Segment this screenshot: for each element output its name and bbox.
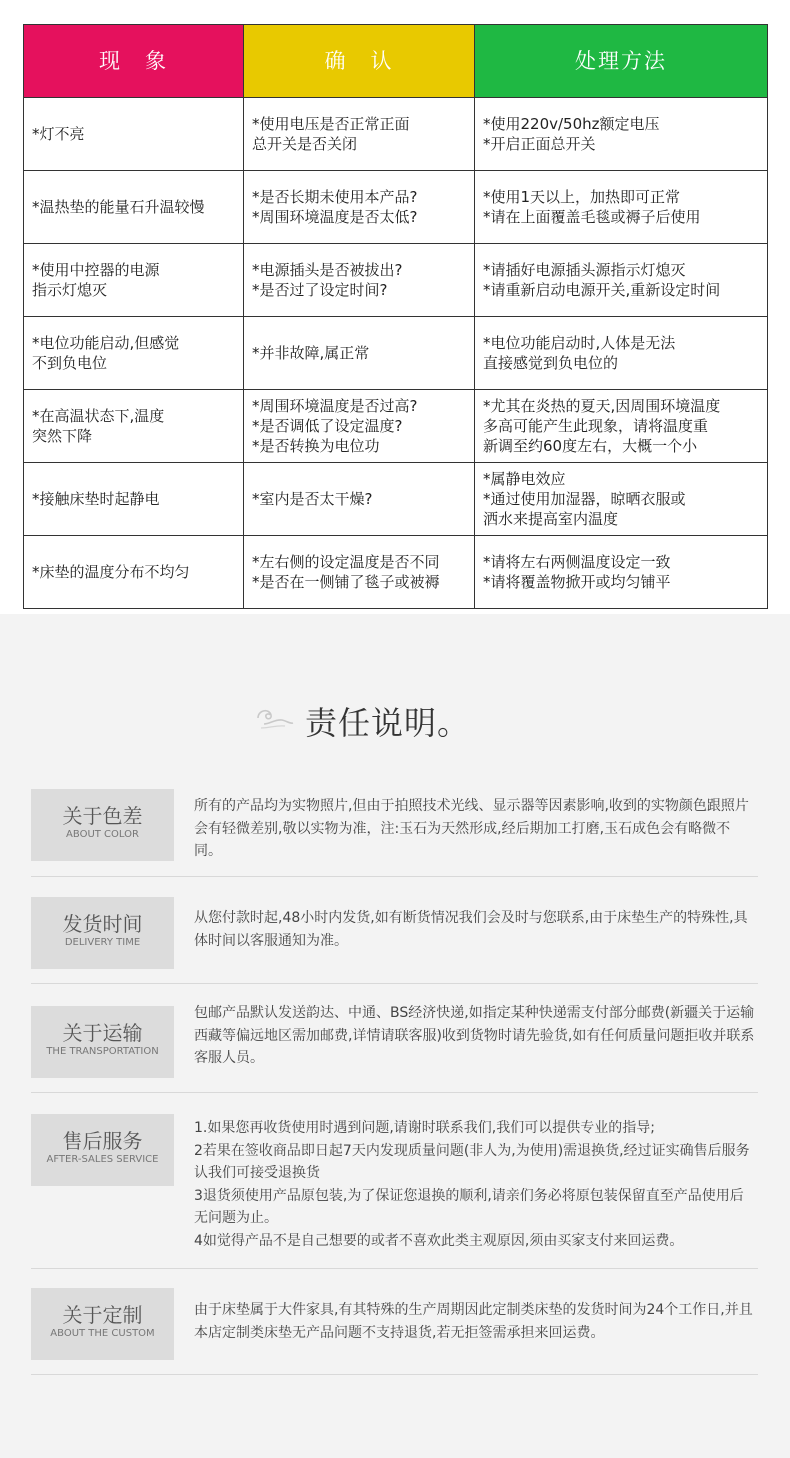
header-confirm: 确 认 (244, 25, 475, 98)
table-row (24, 244, 768, 317)
table-cell: *灯不亮 (24, 98, 244, 171)
paragraph: 从您付款时起,48小时内发货,如有断货情况我们会及时与您联系,由于床垫生产的特殊性,具体时间以客服通知为准。 (194, 910, 748, 949)
section-custom (31, 1288, 758, 1375)
table-row (24, 171, 768, 244)
section-text (194, 1299, 756, 1344)
troubleshooting-area (0, 0, 790, 614)
section-delivery (31, 897, 758, 984)
table-cell: *并非故障,属正常 (244, 317, 475, 390)
table-cell: *电位功能启动,但感觉 不到负电位 (24, 317, 244, 390)
paragraph: 4如觉得产品不是自己想要的或者不喜欢此类主观原因,须由买家支付来回运费。 (194, 1232, 684, 1249)
table-cell: *请插好电源插头源指示灯熄灭 *请重新启动电源开关,重新设定时间 (475, 244, 768, 317)
section-title: 责任说明。 (305, 704, 471, 742)
paragraph: 1.如果您再收货使用时遇到问题,请谢时联系我们,我们可以提供专业的指导; (194, 1120, 655, 1136)
section-text (194, 795, 756, 863)
table-cell: *电位功能启动时,人体是无法 直接感觉到负电位的 (475, 317, 768, 390)
table-cell: *室内是否太干燥? (244, 463, 475, 536)
table-row (24, 463, 768, 536)
table-header-row (24, 25, 768, 98)
label-zh: 关于运输 (62, 1021, 143, 1045)
table-cell: *使用1天以上，加热即可正常 *请在上面覆盖毛毯或褥子后使用 (475, 171, 768, 244)
cloud-ornament-icon (255, 704, 295, 730)
section-text (194, 1117, 756, 1252)
table-cell: *使用中控器的电源 指示灯熄灭 (24, 244, 244, 317)
label-box (31, 1006, 174, 1078)
table-cell: *属静电效应 *通过使用加湿器，晾晒衣服或 洒水来提高室内温度 (475, 463, 768, 536)
table-cell: *接触床垫时起静电 (24, 463, 244, 536)
paragraph: 2若果在签收商品即日起7天内发现质量问题(非人为,为使用)需退换货,经过证实确售后服务认我们可接受退换货 (194, 1142, 750, 1181)
troubleshooting-table (23, 24, 768, 609)
label-zh: 售后服务 (62, 1129, 143, 1153)
responsibility-area (0, 614, 790, 1458)
table-row (24, 317, 768, 390)
table-cell: *左右侧的设定温度是否不同 *是否在一侧铺了毯子或被褥 (244, 536, 475, 609)
table-cell: *请将左右两侧温度设定一致 *请将覆盖物掀开或均匀铺平 (475, 536, 768, 609)
label-en: ABOUT THE CUSTOM (50, 1328, 155, 1339)
table-cell: *温热垫的能量石升温较慢 (24, 171, 244, 244)
table-cell: *电源插头是否被拔出? *是否过了设定时间? (244, 244, 475, 317)
section-after-sales (31, 1114, 758, 1269)
table-row (24, 98, 768, 171)
table-row (24, 390, 768, 463)
label-zh: 关于色差 (62, 804, 143, 828)
table-cell: *是否长期未使用本产品? *周围环境温度是否太低? (244, 171, 475, 244)
table-row (24, 536, 768, 609)
section-text (194, 1002, 756, 1070)
table-cell: *在高温状态下,温度 突然下降 (24, 390, 244, 463)
table-cell: *使用电压是否正常正面 总开关是否关闭 (244, 98, 475, 171)
label-en: THE TRANSPORTATION (46, 1046, 159, 1057)
paragraph: 所有的产品均为实物照片,但由于拍照技术光线、显示器等因素影响,收到的实物颜色跟照片会有轻微差别,敬以实物为准，注:玉石为天然形成,经后期加工打磨,玉石成色会有略微不同。 (194, 798, 749, 859)
table-cell: *使用220v/50hz额定电压 *开启正面总开关 (475, 98, 768, 171)
paragraph: 包邮产品默认发送韵达、中通、BS经济快递,如指定某种快递需支付部分邮费(新疆关于运输西藏等偏远地区需加邮费,详情请联客服)收到货物时请先验货,如有任何质量问题拒收并联系客服人员。 (194, 1005, 755, 1066)
header-phenomenon: 现 象 (24, 25, 244, 98)
label-box (31, 897, 174, 969)
label-en: ABOUT COLOR (66, 829, 139, 840)
label-box (31, 789, 174, 861)
section-text (194, 907, 756, 952)
paragraph: 由于床垫属于大件家具,有其特殊的生产周期因此定制类床垫的发货时间为24个工作日,并且本店定制类床垫无产品问题不支持退货,若无拒签需承担来回运费。 (194, 1302, 753, 1341)
paragraph: 3退货须使用产品原包装,为了保证您退换的顺利,请亲们务必将原包装保留直至产品使用后无问题为止。 (194, 1187, 744, 1226)
table-cell: *尤其在炎热的夏天,因周围环境温度 多高可能产生此现象，请将温度重 新调至约60度左右，大概一个小 (475, 390, 768, 463)
label-zh: 发货时间 (62, 912, 143, 936)
section-color (31, 789, 758, 877)
label-zh: 关于定制 (62, 1303, 143, 1327)
section-transport (31, 1006, 758, 1093)
header-solution: 处理方法 (475, 25, 768, 98)
label-en: DELIVERY TIME (64, 937, 141, 948)
table-cell: *周围环境温度是否过高? *是否调低了设定温度? *是否转换为电位功 (244, 390, 475, 463)
label-box (31, 1288, 174, 1360)
label-box (31, 1114, 174, 1186)
table-cell: *床垫的温度分布不均匀 (24, 536, 244, 609)
label-en: AFTER-SALES SERVICE (46, 1154, 159, 1165)
